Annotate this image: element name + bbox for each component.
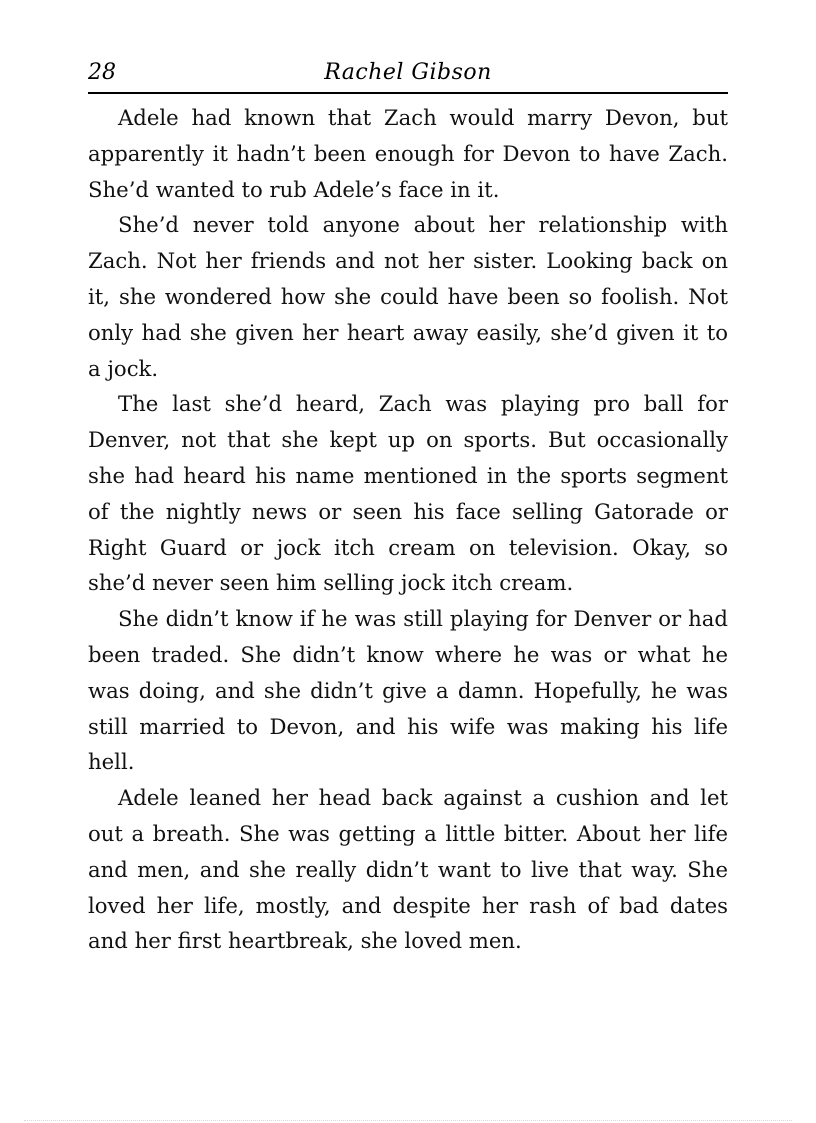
running-title: Rachel Gibson	[324, 60, 492, 85]
book-page	[88, 56, 728, 959]
page-bottom-edge	[24, 1120, 792, 1121]
paragraph: She’d never told anyone about her relationship with Zach. Not her friends and not her sister. Looking back on it, she wondered how she could have been so foolish. Not only had she given her heart away easily, she’d given it to a jock.	[88, 212, 728, 381]
paragraph: She didn’t know if he was still playing for Denver or had been traded. She didn’t know where he was or what he was doing, and she didn’t give a damn. Hopefully, he was still married to Devon, and his wife was making his life hell.	[88, 606, 728, 775]
page-number: 28	[88, 60, 116, 85]
running-header	[88, 56, 728, 94]
body-text	[88, 100, 728, 959]
paragraph: Adele had known that Zach would marry Devon, but apparently it hadn’t been enough for Devon to have Zach. She’d wanted to rub Adele’s face in it.	[88, 105, 728, 202]
paragraph: The last she’d heard, Zach was playing pro ball for Denver, not that she kept up on sports. But occasionally she had heard his name mentioned in the sports segment of the nightly news or seen his face selling Gatorade or Right Guard or jock itch cream on television. Okay, so she’d never seen him selling jock itch cream.	[88, 391, 728, 596]
paragraph: Adele leaned her head back against a cushion and let out a breath. She was getting a little bitter. About her life and men, and she really didn’t want to live that way. She loved her life, mostly, and despite her rash of bad dates and her first heartbreak, she loved men.	[88, 785, 728, 954]
